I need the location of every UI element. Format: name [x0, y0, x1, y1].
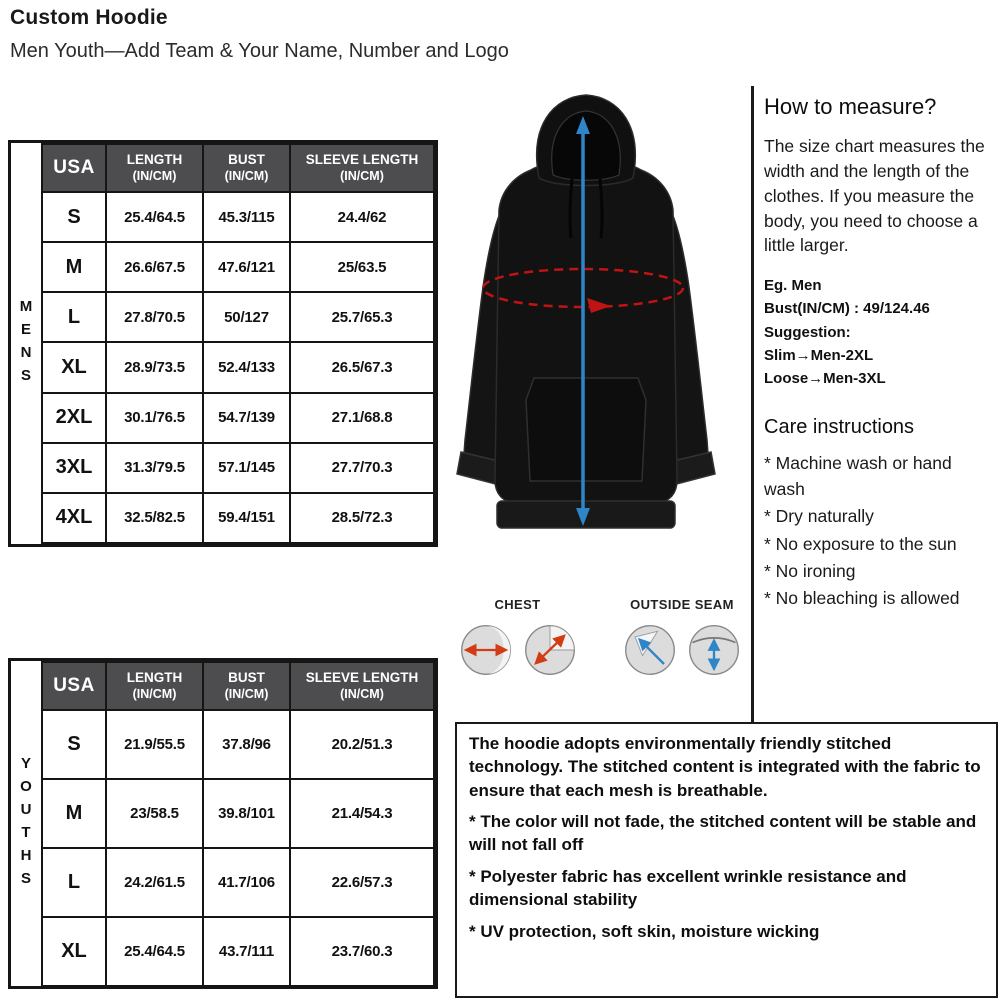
care-instructions-list [764, 451, 994, 611]
product-title: Custom Hoodie [10, 6, 168, 29]
sleeve-cell: 26.5/67.3 [290, 342, 434, 392]
table-row [42, 493, 434, 543]
col-bust: BUST (IN/CM) [203, 662, 290, 710]
fabric-intro-text: The hoodie adopts environmentally friendly stitched technology. The stitched content is integrated with the fabric to ensure that each mesh is breathable. [469, 734, 981, 800]
sleeve-cell: 20.2/51.3 [290, 710, 434, 779]
col-length: LENGTH (IN/CM) [106, 662, 203, 710]
col-sleeve: SLEEVE LENGTH (IN/CM) [290, 144, 434, 192]
table-row [42, 443, 434, 493]
table-row [42, 393, 434, 443]
bust-cell: 50/127 [203, 292, 290, 342]
sleeve-cell: 25/63.5 [290, 242, 434, 292]
bust-cell: 57.1/145 [203, 443, 290, 493]
sleeve-cell: 22.6/57.3 [290, 848, 434, 917]
care-item: * No exposure to the sun [764, 533, 957, 554]
suggestion-line: Eg. Men [764, 277, 822, 295]
sleeve-cell: 24.4/62 [290, 192, 434, 242]
youth-size-table [8, 658, 438, 989]
size-cell: 3XL [42, 443, 106, 493]
size-cell: 2XL [42, 393, 106, 443]
table-row [42, 917, 434, 986]
col-usa: USA [42, 144, 106, 192]
bust-cell: 52.4/133 [203, 342, 290, 392]
bust-cell: 39.8/101 [203, 779, 290, 848]
size-cell: M [42, 779, 106, 848]
sleeve-cell: 23.7/60.3 [290, 917, 434, 986]
length-cell: 32.5/82.5 [106, 493, 203, 543]
fabric-bullet: * Polyester fabric has excellent wrinkle resistance and dimensional stability [469, 867, 907, 910]
bust-cell: 47.6/121 [203, 242, 290, 292]
col-length: LENGTH (IN/CM) [106, 144, 203, 192]
mens-size-table [8, 140, 438, 547]
fabric-bullet: * The color will not fade, the stitched content will be stable and will not fall off [469, 812, 977, 855]
outside-seam-label: OUTSIDE SEAM [630, 597, 734, 612]
length-cell: 26.6/67.5 [106, 242, 203, 292]
seam-length-icon [686, 622, 742, 678]
table-header-row [42, 144, 434, 192]
size-cell: 4XL [42, 493, 106, 543]
bust-cell: 43.7/111 [203, 917, 290, 986]
size-cell: XL [42, 917, 106, 986]
bust-cell: 37.8/96 [203, 710, 290, 779]
care-item: * No ironing [764, 560, 856, 581]
mens-group-label: MENS [17, 297, 35, 390]
length-cell: 21.9/55.5 [106, 710, 203, 779]
size-cell: L [42, 848, 106, 917]
measure-body-text: The size chart measures the width and the length of the clothes. If you measure the body, you need to choose a little larger. [764, 136, 985, 256]
youth-group-label: YOUTHS [17, 754, 35, 893]
hoodie-illustration [425, 82, 747, 587]
col-usa: USA [42, 662, 106, 710]
how-to-measure-heading: How to measure? [764, 94, 937, 119]
bust-cell: 59.4/151 [203, 493, 290, 543]
care-instructions-heading: Care instructions [764, 416, 915, 439]
fabric-bullet: * UV protection, soft skin, moisture wicking [469, 922, 820, 942]
size-cell: S [42, 192, 106, 242]
bust-cell: 54.7/139 [203, 393, 290, 443]
length-cell: 30.1/76.5 [106, 393, 203, 443]
sleeve-cell: 28.5/72.3 [290, 493, 434, 543]
fabric-description-box [455, 722, 998, 998]
chest-width-icon [458, 622, 514, 678]
size-cell: XL [42, 342, 106, 392]
chest-fold-icon [522, 622, 578, 678]
length-cell: 25.4/64.5 [106, 192, 203, 242]
sleeve-cell: 27.7/70.3 [290, 443, 434, 493]
suggestion-line: Bust(IN/CM) : 49/124.46 [764, 300, 930, 318]
how-to-measure-panel [764, 94, 994, 614]
size-cell: M [42, 242, 106, 292]
chest-measure-group [455, 597, 580, 678]
product-subtitle: Men Youth—Add Team & Your Name, Number and Logo [10, 40, 509, 62]
length-cell: 28.9/73.5 [106, 342, 203, 392]
page-header [10, 6, 509, 63]
table-header-row [42, 662, 434, 710]
seam-fold-icon [622, 622, 678, 678]
table-row [42, 779, 434, 848]
length-cell: 25.4/64.5 [106, 917, 203, 986]
length-cell: 31.3/79.5 [106, 443, 203, 493]
care-item: * No bleaching is allowed [764, 588, 960, 609]
bust-cell: 45.3/115 [203, 192, 290, 242]
size-cell: S [42, 710, 106, 779]
sleeve-cell: 21.4/54.3 [290, 779, 434, 848]
table-row [42, 342, 434, 392]
length-cell: 24.2/61.5 [106, 848, 203, 917]
hoodie-photo [425, 82, 747, 587]
suggestion-line: Loose→Men-3XL [764, 370, 886, 388]
panel-divider [751, 86, 754, 724]
suggestion-line: Slim→Men-2XL [764, 346, 874, 364]
table-row [42, 710, 434, 779]
care-item: * Machine wash or hand wash [764, 453, 952, 499]
size-suggestion-block [764, 274, 994, 390]
col-bust: BUST (IN/CM) [203, 144, 290, 192]
table-row [42, 848, 434, 917]
chest-label: CHEST [494, 597, 541, 612]
bust-cell: 41.7/106 [203, 848, 290, 917]
sleeve-cell: 27.1/68.8 [290, 393, 434, 443]
table-row [42, 292, 434, 342]
suggestion-line: Suggestion: [764, 323, 851, 341]
col-sleeve: SLEEVE LENGTH (IN/CM) [290, 662, 434, 710]
table-row [42, 192, 434, 242]
table-row [42, 242, 434, 292]
size-cell: L [42, 292, 106, 342]
sleeve-cell: 25.7/65.3 [290, 292, 434, 342]
length-cell: 23/58.5 [106, 779, 203, 848]
care-item: * Dry naturally [764, 506, 874, 527]
outside-seam-measure-group [608, 597, 756, 678]
length-cell: 27.8/70.5 [106, 292, 203, 342]
